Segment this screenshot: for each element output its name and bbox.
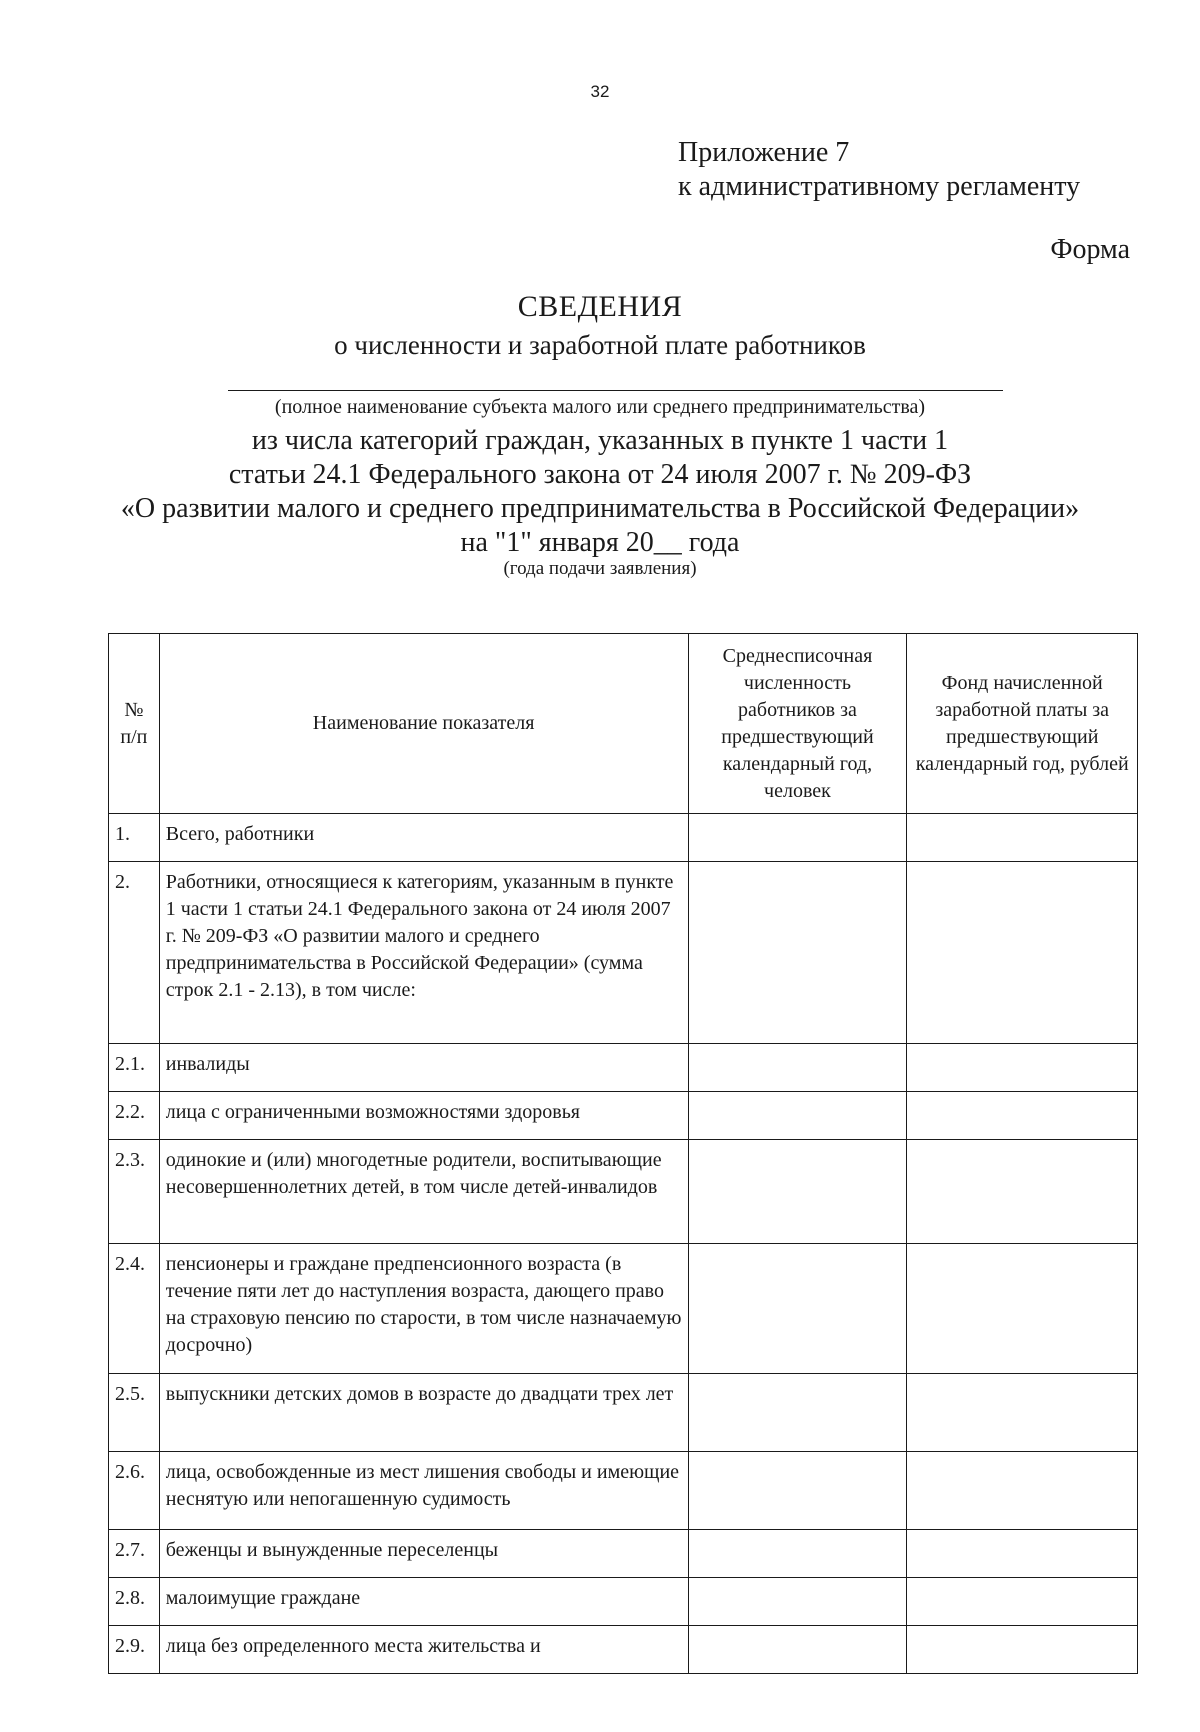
body-line-3: «О развитии малого и среднего предпринимательства в Российской Федерации» [120,493,1080,524]
row-num: 1. [109,814,160,862]
row-count-cell[interactable] [688,862,907,1044]
row-name: инвалиды [159,1044,688,1092]
row-count-cell[interactable] [688,1626,907,1674]
page-number: 32 [590,82,610,101]
row-count-cell[interactable] [688,1530,907,1578]
row-count-cell[interactable] [688,1244,907,1374]
row-fund-cell[interactable] [907,1140,1138,1244]
document-subtitle: о численности и заработной плате работников [334,330,866,360]
row-fund-cell[interactable] [907,1626,1138,1674]
row-num: 2.9. [109,1626,160,1674]
row-fund-cell[interactable] [907,1374,1138,1452]
form-label: Форма [1050,234,1130,265]
body-line-4: на "1" января 20__ года [460,527,740,558]
row-name: лица, освобожденные из мест лишения свободы и имеющие неснятую или непогашенную судимость [159,1452,688,1530]
body-line-1: из числа категорий граждан, указанных в пункте 1 части 1 [251,425,949,456]
row-name: малоимущие граждане [159,1578,688,1626]
document-title: СВЕДЕНИЯ [517,290,683,323]
row-name: выпускники детских домов в возрасте до двадцати трех лет [159,1374,688,1452]
body-line-2: статьи 24.1 Федерального закона от 24 июля 2007 г. № 209-ФЗ [228,459,972,490]
row-count-cell[interactable] [688,1140,907,1244]
table-row [109,1044,1138,1092]
row-name: пенсионеры и граждане предпенсионного возраста (в течение пяти лет до наступления возраста, дающего право на страховую пенсию по старости, в том числе назначаемую досрочно) [159,1244,688,1374]
row-name: лица без определенного места жительства и [159,1626,688,1674]
header-num: № п/п [109,634,160,814]
header-count: Среднесписочная численность работников за предшествующий календарный год, человек [688,634,907,814]
header-name: Наименование показателя [159,634,688,814]
row-fund-cell[interactable] [907,1578,1138,1626]
row-num: 2.3. [109,1140,160,1244]
header-fund: Фонд начисленной заработной платы за предшествующий календарный год, рублей [907,634,1138,814]
table-row [109,1092,1138,1140]
row-num: 2.1. [109,1044,160,1092]
row-name: лица с ограниченными возможностями здоровья [159,1092,688,1140]
table-row [109,1530,1138,1578]
entity-name-fill-line [228,390,1003,391]
row-fund-cell[interactable] [907,1452,1138,1530]
form-table [108,633,1138,1674]
entity-name-caption: (полное наименование субъекта малого или среднего предпринимательства) [274,396,926,418]
date-caption: (года подачи заявления) [503,558,697,579]
row-fund-cell[interactable] [907,1244,1138,1374]
row-num: 2.5. [109,1374,160,1452]
row-num: 2.2. [109,1092,160,1140]
row-fund-cell[interactable] [907,1044,1138,1092]
appendix-line-2: к административному регламенту [678,171,1081,202]
body-text [0,424,1200,560]
table-row [109,1244,1138,1374]
row-count-cell[interactable] [688,1092,907,1140]
row-num: 2.6. [109,1452,160,1530]
row-count-cell[interactable] [688,1044,907,1092]
row-count-cell[interactable] [688,814,907,862]
row-count-cell[interactable] [688,1578,907,1626]
row-name: Всего, работники [159,814,688,862]
table-row [109,1452,1138,1530]
table-row [109,814,1138,862]
appendix-line-1: Приложение 7 [678,137,850,168]
row-fund-cell[interactable] [907,814,1138,862]
table-row [109,1374,1138,1452]
table-row [109,862,1138,1044]
table-header-row [109,634,1138,814]
row-fund-cell[interactable] [907,1530,1138,1578]
table-row [109,1140,1138,1244]
table-row [109,1626,1138,1674]
row-num: 2.4. [109,1244,160,1374]
row-num: 2.8. [109,1578,160,1626]
row-count-cell[interactable] [688,1374,907,1452]
table-row [109,1578,1138,1626]
row-num: 2.7. [109,1530,160,1578]
row-count-cell[interactable] [688,1452,907,1530]
row-fund-cell[interactable] [907,862,1138,1044]
row-name: беженцы и вынужденные переселенцы [159,1530,688,1578]
row-fund-cell[interactable] [907,1092,1138,1140]
appendix-block [678,136,1080,204]
row-name: Работники, относящиеся к категориям, указанным в пункте 1 части 1 статьи 24.1 Федерального закона от 24 июля 2007 г. № 209-ФЗ «О развитии малого и среднего предпринимательства в Российской Федерации» (сумма строк 2.1 - 2.13), в том числе: [159,862,688,1044]
row-name: одинокие и (или) многодетные родители, воспитывающие несовершеннолетних детей, в том числе детей-инвалидов [159,1140,688,1244]
row-num: 2. [109,862,160,1044]
